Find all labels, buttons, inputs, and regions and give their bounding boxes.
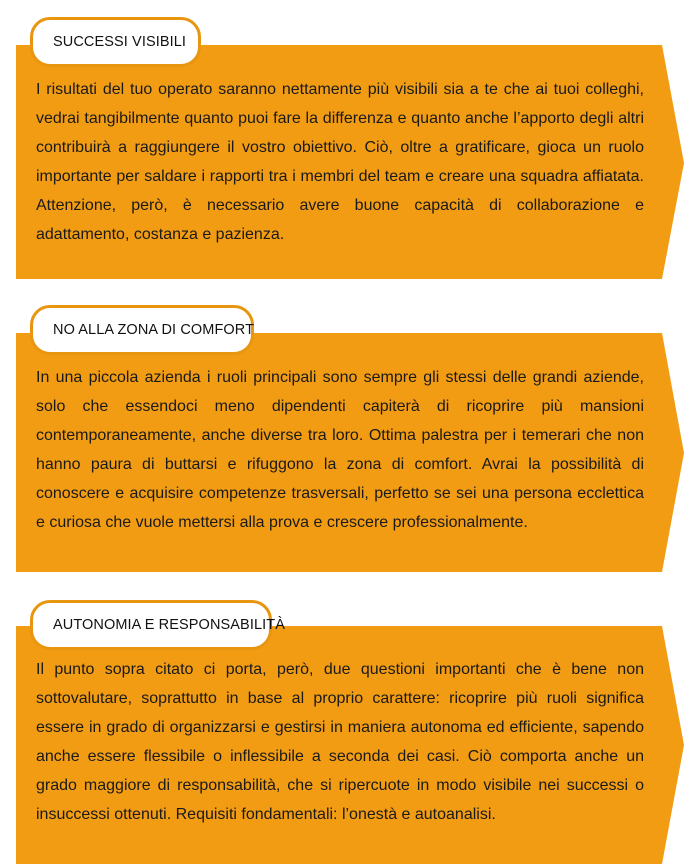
section-title: SUCCESSI VISIBILI	[53, 34, 187, 50]
section-card-no-alla-zona-di-comfort	[16, 305, 684, 572]
section-card-autonomia-e-responsabilita	[16, 600, 684, 864]
section-title-tab	[30, 17, 201, 67]
section-body: I risultati del tuo operato saranno nettamente più visibili sia a te che ai tuoi colleghi, vedrai tangibilmente quanto puoi fare la differenza e quanto anche l’apporto degli altri contribuirà a raggiungere il vostro obiettivo. Ciò, oltre a gratificare, gioca un ruolo importante per saldare i rapporti tra i membri del team e creare una squadra affiatata. Attenzione, però, è necessario avere buone capacità di collaborazione e adattamento, costanza e pazienza.	[36, 81, 644, 243]
section-title-tab	[30, 305, 254, 355]
section-card-successi-visibili	[16, 17, 684, 279]
section-title: AUTONOMIA E RESPONSABILITÀ	[53, 617, 285, 633]
section-body: Il punto sopra citato ci porta, però, due questioni importanti che è bene non sottovalutare, soprattutto in base al proprio carattere: ricoprire più ruoli significa essere in grado di organizzarsi e gestirsi in maniera autonoma ed efficiente, sapendo anche essere flessibile o inflessibile a seconda dei casi. Ciò comporta anche un grado maggiore di responsabilità, che si ripercuote in modo visibile nei successi o insuccessi ottenuti. Requisiti fondamentali: l’onestà e autoanalisi.	[36, 661, 644, 823]
section-title-tab	[30, 600, 285, 650]
section-body: In una piccola azienda i ruoli principali sono sempre gli stessi delle grandi aziende, solo che essendoci meno dipendenti capiterà di ricoprire più mansioni contemporaneamente, anche diverse tra loro. Ottima palestra per i temerari che non hanno paura di buttarsi e rifuggono la zona di comfort. Avrai la possibilità di conoscere e acquisire competenze trasversali, perfetto se sei una persona ecclettica e curiosa che vuole mettersi alla prova e crescere professionalmente.	[36, 369, 644, 531]
section-title: NO ALLA ZONA DI COMFORT	[53, 322, 255, 338]
